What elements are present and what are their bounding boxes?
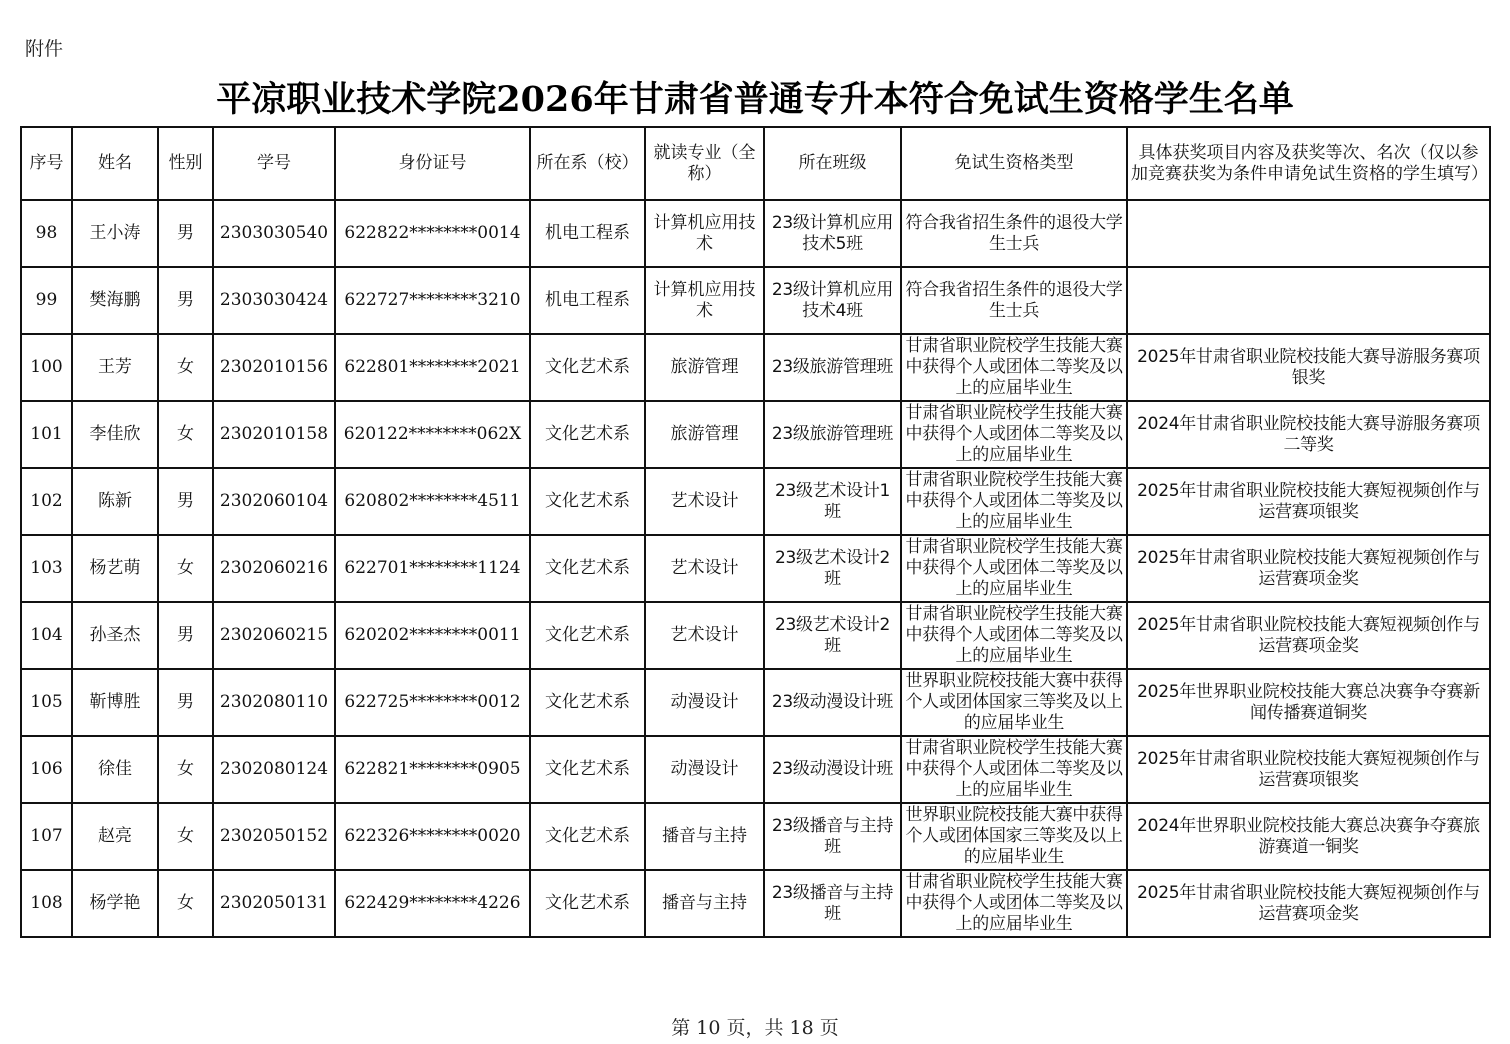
row-department: 文化艺术系 (530, 535, 645, 602)
row-no: 105 (21, 669, 72, 736)
row-class: 23级动漫设计班 (764, 736, 901, 803)
row-major: 计算机应用技术 (645, 200, 764, 267)
table-row (21, 803, 1490, 870)
row-gender: 男 (158, 468, 213, 535)
document-title: 平凉职业技术学院2026年甘肃省普通专升本符合免试生资格学生名单 (216, 79, 1294, 120)
row-department: 文化艺术系 (530, 803, 645, 870)
row-id-card: 622429********4226 (335, 870, 530, 937)
row-student-id: 2302010156 (213, 334, 335, 401)
row-student-id: 2302060104 (213, 468, 335, 535)
row-student-id: 2302080124 (213, 736, 335, 803)
row-gender: 女 (158, 803, 213, 870)
row-qualification: 甘肃省职业院校学生技能大赛中获得个人或团体二等奖及以上的应届毕业生 (901, 736, 1127, 803)
header-department: 所在系（校） (530, 127, 645, 200)
row-award: 2025年甘肃省职业院校技能大赛导游服务赛项银奖 (1127, 334, 1490, 401)
row-qualification: 甘肃省职业院校学生技能大赛中获得个人或团体二等奖及以上的应届毕业生 (901, 401, 1127, 468)
row-gender: 男 (158, 669, 213, 736)
row-name: 赵亮 (72, 803, 158, 870)
row-student-id: 2302010158 (213, 401, 335, 468)
header-id-card: 身份证号 (335, 127, 530, 200)
row-gender: 女 (158, 334, 213, 401)
row-qualification: 甘肃省职业院校学生技能大赛中获得个人或团体二等奖及以上的应届毕业生 (901, 870, 1127, 937)
row-no: 106 (21, 736, 72, 803)
row-gender: 女 (158, 535, 213, 602)
row-gender: 女 (158, 870, 213, 937)
header-gender: 性别 (158, 127, 213, 200)
row-no: 100 (21, 334, 72, 401)
row-award: 2024年世界职业院校技能大赛总决赛争夺赛旅游赛道一铜奖 (1127, 803, 1490, 870)
row-award (1127, 267, 1490, 334)
row-qualification: 世界职业院校技能大赛中获得个人或团体国家三等奖及以上的应届毕业生 (901, 669, 1127, 736)
header-award: 具体获奖项目内容及获奖等次、名次（仅以参加竞赛获奖为条件申请免试生资格的学生填写） (1127, 127, 1490, 200)
row-major: 播音与主持 (645, 803, 764, 870)
row-award: 2025年甘肃省职业院校技能大赛短视频创作与运营赛项金奖 (1127, 535, 1490, 602)
row-major: 动漫设计 (645, 669, 764, 736)
row-no: 103 (21, 535, 72, 602)
row-class: 23级播音与主持班 (764, 870, 901, 937)
row-id-card: 622727********3210 (335, 267, 530, 334)
row-student-id: 2302080110 (213, 669, 335, 736)
row-no: 108 (21, 870, 72, 937)
row-id-card: 622801********2021 (335, 334, 530, 401)
row-no: 104 (21, 602, 72, 669)
row-id-card: 622725********0012 (335, 669, 530, 736)
table-row (21, 736, 1490, 803)
table-row (21, 870, 1490, 937)
header-student-id: 学号 (213, 127, 335, 200)
row-major: 艺术设计 (645, 602, 764, 669)
row-qualification: 甘肃省职业院校学生技能大赛中获得个人或团体二等奖及以上的应届毕业生 (901, 468, 1127, 535)
row-name: 靳博胜 (72, 669, 158, 736)
row-class: 23级播音与主持班 (764, 803, 901, 870)
row-class: 23级计算机应用技术5班 (764, 200, 901, 267)
table-row (21, 669, 1490, 736)
row-award: 2024年甘肃省职业院校技能大赛导游服务赛项二等奖 (1127, 401, 1490, 468)
header-name: 姓名 (72, 127, 158, 200)
row-major: 艺术设计 (645, 535, 764, 602)
row-student-id: 2302050152 (213, 803, 335, 870)
row-no: 99 (21, 267, 72, 334)
row-major: 旅游管理 (645, 401, 764, 468)
table-row (21, 200, 1490, 267)
row-award: 2025年甘肃省职业院校技能大赛短视频创作与运营赛项银奖 (1127, 468, 1490, 535)
row-award (1127, 200, 1490, 267)
row-gender: 女 (158, 736, 213, 803)
row-name: 杨学艳 (72, 870, 158, 937)
table-row (21, 267, 1490, 334)
row-name: 陈新 (72, 468, 158, 535)
row-qualification: 符合我省招生条件的退役大学生士兵 (901, 200, 1127, 267)
row-department: 机电工程系 (530, 267, 645, 334)
row-name: 王芳 (72, 334, 158, 401)
row-gender: 男 (158, 267, 213, 334)
table-row (21, 602, 1490, 669)
row-qualification: 符合我省招生条件的退役大学生士兵 (901, 267, 1127, 334)
table-header-row (21, 127, 1490, 200)
row-qualification: 世界职业院校技能大赛中获得个人或团体国家三等奖及以上的应届毕业生 (901, 803, 1127, 870)
row-id-card: 620202********0011 (335, 602, 530, 669)
attachment-label: 附件 (25, 38, 64, 60)
row-student-id: 2302050131 (213, 870, 335, 937)
row-no: 107 (21, 803, 72, 870)
row-gender: 男 (158, 602, 213, 669)
row-department: 文化艺术系 (530, 334, 645, 401)
row-qualification: 甘肃省职业院校学生技能大赛中获得个人或团体二等奖及以上的应届毕业生 (901, 535, 1127, 602)
row-name: 孙圣杰 (72, 602, 158, 669)
header-class: 所在班级 (764, 127, 901, 200)
row-department: 文化艺术系 (530, 602, 645, 669)
row-qualification: 甘肃省职业院校学生技能大赛中获得个人或团体二等奖及以上的应届毕业生 (901, 602, 1127, 669)
row-major: 计算机应用技术 (645, 267, 764, 334)
row-id-card: 620122********062X (335, 401, 530, 468)
row-department: 文化艺术系 (530, 736, 645, 803)
row-class: 23级旅游管理班 (764, 334, 901, 401)
row-no: 102 (21, 468, 72, 535)
row-award: 2025年甘肃省职业院校技能大赛短视频创作与运营赛项银奖 (1127, 736, 1490, 803)
row-award: 2025年世界职业院校技能大赛总决赛争夺赛新闻传播赛道铜奖 (1127, 669, 1490, 736)
row-no: 98 (21, 200, 72, 267)
row-class: 23级旅游管理班 (764, 401, 901, 468)
row-id-card: 620802********4511 (335, 468, 530, 535)
row-gender: 女 (158, 401, 213, 468)
row-department: 文化艺术系 (530, 669, 645, 736)
row-major: 艺术设计 (645, 468, 764, 535)
header-major: 就读专业（全称） (645, 127, 764, 200)
table-row (21, 334, 1490, 401)
row-id-card: 622821********0905 (335, 736, 530, 803)
row-department: 文化艺术系 (530, 401, 645, 468)
row-department: 文化艺术系 (530, 468, 645, 535)
row-award: 2025年甘肃省职业院校技能大赛短视频创作与运营赛项金奖 (1127, 602, 1490, 669)
table-row (21, 468, 1490, 535)
row-class: 23级艺术设计1班 (764, 468, 901, 535)
row-name: 樊海鹏 (72, 267, 158, 334)
row-qualification: 甘肃省职业院校学生技能大赛中获得个人或团体二等奖及以上的应届毕业生 (901, 334, 1127, 401)
row-gender: 男 (158, 200, 213, 267)
row-major: 旅游管理 (645, 334, 764, 401)
header-qualification: 免试生资格类型 (901, 127, 1127, 200)
row-name: 王小涛 (72, 200, 158, 267)
row-major: 动漫设计 (645, 736, 764, 803)
row-id-card: 622822********0014 (335, 200, 530, 267)
row-name: 杨艺萌 (72, 535, 158, 602)
row-class: 23级动漫设计班 (764, 669, 901, 736)
row-department: 机电工程系 (530, 200, 645, 267)
table-row (21, 535, 1490, 602)
row-student-id: 2303030540 (213, 200, 335, 267)
row-id-card: 622326********0020 (335, 803, 530, 870)
row-student-id: 2303030424 (213, 267, 335, 334)
student-roster-table (20, 126, 1491, 938)
row-student-id: 2302060216 (213, 535, 335, 602)
row-major: 播音与主持 (645, 870, 764, 937)
row-department: 文化艺术系 (530, 870, 645, 937)
row-class: 23级计算机应用技术4班 (764, 267, 901, 334)
row-name: 李佳欣 (72, 401, 158, 468)
row-class: 23级艺术设计2班 (764, 535, 901, 602)
row-id-card: 622701********1124 (335, 535, 530, 602)
row-class: 23级艺术设计2班 (764, 602, 901, 669)
page-footer: 第 10 页，共 18 页 (671, 1017, 839, 1039)
row-name: 徐佳 (72, 736, 158, 803)
row-award: 2025年甘肃省职业院校技能大赛短视频创作与运营赛项金奖 (1127, 870, 1490, 937)
row-student-id: 2302060215 (213, 602, 335, 669)
row-no: 101 (21, 401, 72, 468)
table-row (21, 401, 1490, 468)
header-no: 序号 (21, 127, 72, 200)
